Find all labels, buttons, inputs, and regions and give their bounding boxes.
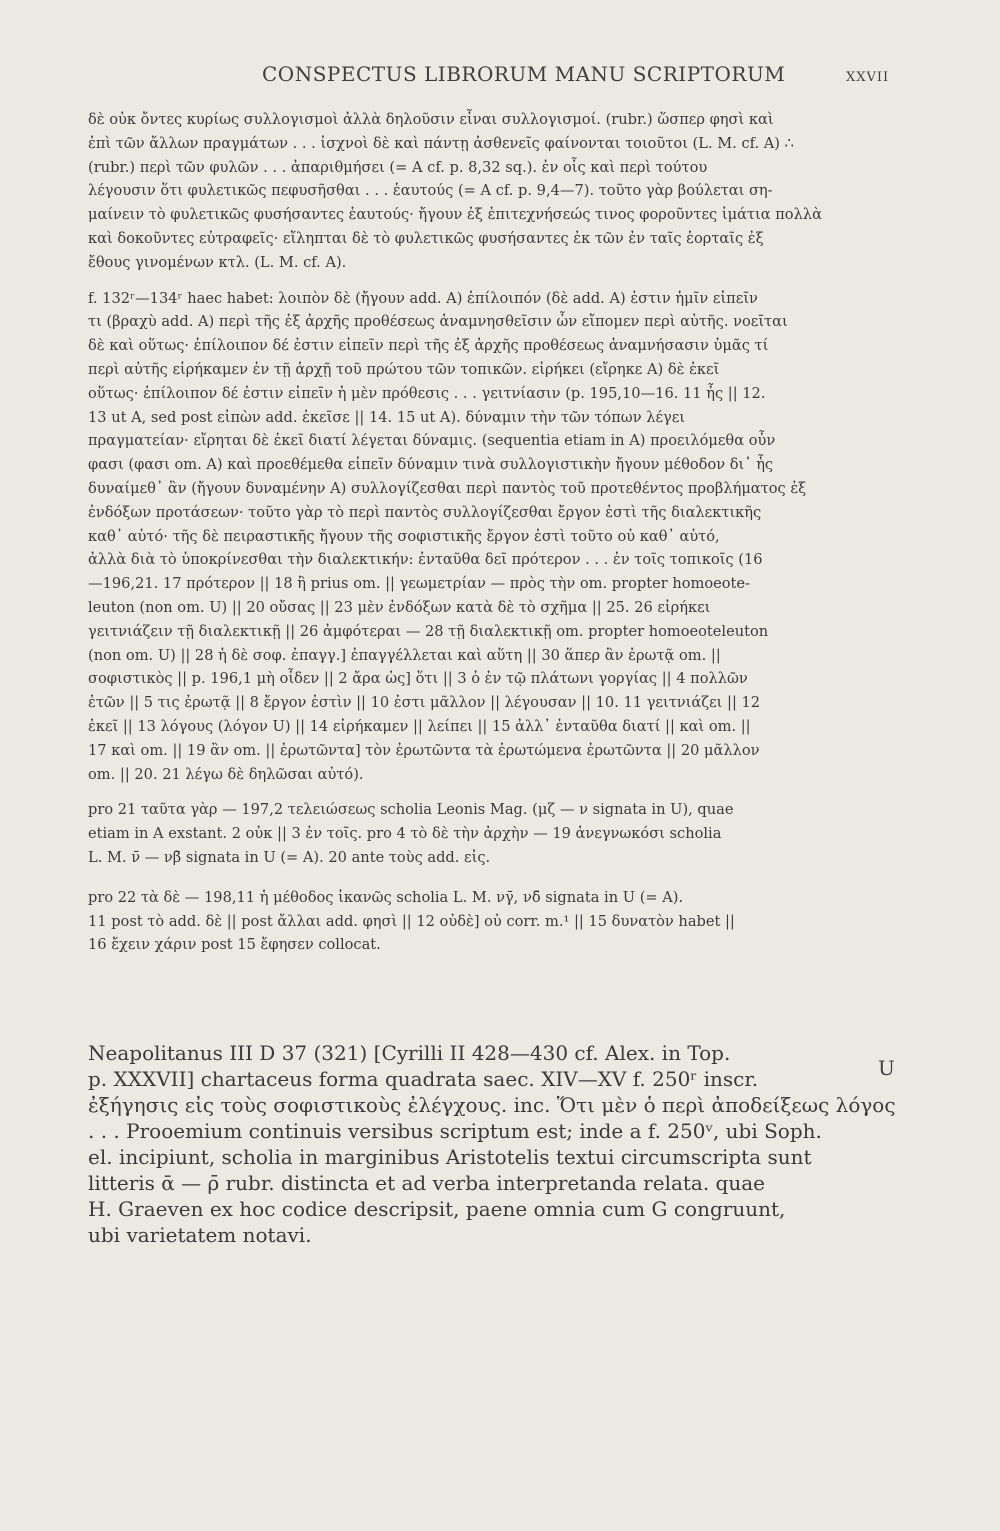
text-line: ἐτῶν || 5 τις ἐρωτᾷ || 8 ἔργον ἐστὶν || 10 ἐστι μᾶλλον || λέγουσαν || 10. 11 γειτνιάζει || 12 [88, 694, 761, 712]
text-line: ἐξήγησις εἰς τοὺς σοφιστικοὺς ἐλέγχους. inc. Ὅτι μὲν ὁ περὶ ἀποδείξεως λόγος [88, 1093, 896, 1117]
text-line: περὶ αὐτῆς εἰρήκαμεν ἐν τῇ ἀρχῇ τοῦ πρώτου τῶν τοπικῶν. εἰρήκει (εἴρηκε A) δὲ ἐκεῖ [88, 360, 720, 378]
text-line: L. M. ν̄ — νβ̄ signata in U (= A). 20 ante τοὺς add. εἰς. [88, 848, 491, 866]
text-line: γειτνιάζειν τῇ διαλεκτικῇ || 26 ἀμφότεραι — 28 τῇ διαλεκτικῇ om. propter homoeoteleuton [88, 622, 769, 640]
text-line: pro 21 ταῦτα γὰρ — 197,2 τελειώσεως scholia Leonis Mag. (μζ — ν signata in U), quae [88, 801, 734, 819]
text-line: τι (βραχὺ add. A) περὶ τῆς ἐξ ἀρχῆς προθέσεως ἀναμνησθεῖσιν ὧν εἴπομεν περὶ αὐτῆς. νοεῖται [88, 313, 788, 331]
text-line: οὕτως· ἐπίλοιπον δέ ἐστιν εἰπεῖν ἡ μὲν πρόθεσις . . . γειτνίασιν (p. 195,10—16. 11 ἧς || 12. [88, 384, 766, 402]
paragraph-2 [88, 287, 906, 787]
text-line: ἐνδόξων προτάσεων· τοῦτο γὰρ τὸ περὶ παντὸς συλλογίζεσθαι ἔργον ἐστὶ τῆς διαλεκτικῆς [88, 503, 762, 521]
manuscript-description [88, 1040, 908, 1248]
text-line: σοφιστικὸς || p. 196,1 μὴ οἶδεν || 2 ἄρα ὡς] ὅτι || 3 ὁ ἐν τῷ πλάτωνι γοργίας || 4 πολλῶν [88, 670, 748, 688]
text-line: ἐπὶ τῶν ἄλλων πραγμάτων . . . ἰσχνοὶ δὲ καὶ πάντῃ ἀσθενεῖς φαίνονται τοιοῦτοι (L. M. cf. A) ∴ [88, 134, 794, 152]
text-line: καθ᾽ αὑτό· τῆς δὲ πειραστικῆς ἤγουν τῆς σοφιστικῆς ἔργον ἐστὶ τοῦτο οὐ καθ᾽ αὑτό, [88, 527, 720, 545]
text-line: δυναίμεθ᾽ ἂν (ἤγουν δυναμένην A) συλλογίζεσθαι περὶ παντὸς τοῦ προτεθέντος προβλήματος ἐξ [88, 479, 807, 497]
apparatus-text [88, 108, 906, 957]
text-line: φασι (φασι om. A) καὶ προεθέμεθα εἰπεῖν δύναμιν τινὰ συλλογιστικὴν ἤγουν μέθοδον δι᾽ ἧς [88, 456, 774, 474]
text-line: δὲ οὐκ ὄντες κυρίως συλλογισμοὶ ἀλλὰ δηλοῦσιν εἶναι συλλογισμοί. (rubr.) ὥσπερ φησὶ καὶ [88, 111, 774, 128]
running-title: CONSPECTUS LIBRORUM MANU SCRIPTORUM [262, 62, 786, 86]
text-line: (rubr.) περὶ τῶν φυλῶν . . . ἀπαριθμήσει (= A cf. p. 8,32 sq.). ἐν οἷς καὶ περὶ τούτου [88, 158, 708, 176]
text-line: 13 ut A, sed post εἰπὼν add. ἐκεῖσε || 14. 15 ut A). δύναμιν τὴν τῶν τόπων λέγει [88, 408, 686, 426]
text-line: etiam in A exstant. 2 οὐκ || 3 ἐν τοῖς. pro 4 τὸ δὲ τὴν ἀρχὴν — 19 ἀνεγνωκόσι scholia [88, 825, 722, 843]
text-line: ἀλλὰ διὰ τὸ ὑποκρίνεσθαι τὴν διαλεκτικήν: ἐνταῦθα δεῖ πρότερον . . . ἐν τοῖς τοπικοῖς (16 [88, 551, 763, 569]
text-line: . . . Prooemium continuis versibus scriptum est; inde a f. 250ᵛ, ubi Soph. [88, 1119, 822, 1143]
text-line: pro 22 τὰ δὲ — 198,11 ἡ μέθοδος ἱκανῶς scholia L. M. νγ̄, νδ̄ signata in U (= A). [88, 888, 684, 906]
text-line: —196,21. 17 πρότερον || 18 ἢ prius om. || γεωμετρίαν — πρὸς τὴν om. propter homoeote- [88, 575, 750, 593]
page-number: XXVII [846, 70, 890, 85]
text-line: 11 post τὸ add. δὲ || post ἄλλαι add. φησὶ || 12 οὐδὲ] οὐ corr. m.¹ || 15 δυνατὸν habet || [88, 912, 735, 930]
paragraph-3 [88, 798, 906, 869]
text-line: καὶ δοκοῦντες εὐτραφεῖς· εἴληπται δὲ τὸ φυλετικῶς φυσήσαντες ἐκ τῶν ἐν ταῖς ἑορταῖς ἐξ [88, 229, 764, 247]
paragraph-1 [88, 108, 906, 275]
text-line: (non om. U) || 28 ἡ δὲ σοφ. ἐπαγγ.] ἐπαγγέλλεται καὶ αὕτη || 30 ἅπερ ἂν ἐρωτᾷ om. || [88, 646, 721, 664]
text-line: Neapolitanus III D 37 (321) [Cyrilli II 428—430 cf. Alex. in Top. [88, 1041, 731, 1065]
text-line: δὲ καὶ οὕτως· ἐπίλοιπον δέ ἐστιν εἰπεῖν περὶ τῆς ἐξ ἀρχῆς προθέσεως ἀναμνήσασιν ὑμᾶς τί [88, 337, 769, 355]
text-line: H. Graeven ex hoc codice descripsit, paene omnia cum G congruunt, [88, 1197, 786, 1221]
text-line: ubi varietatem notavi. [88, 1223, 312, 1247]
text-line: ἔθους γινομένων κτλ. (L. M. cf. A). [88, 253, 347, 271]
running-header [0, 62, 1000, 92]
text-line: 16 ἔχειν χάριν post 15 ἔφησεν collocat. [88, 936, 381, 954]
margin-siglum: U [878, 1056, 895, 1080]
paragraph-4 [88, 886, 906, 957]
text-line: ἐκεῖ || 13 λόγους (λόγον U) || 14 εἰρήκαμεν || λείπει || 15 ἀλλ᾽ ἐνταῦθα διατί || καὶ om. || [88, 717, 751, 735]
text-line: el. incipiunt, scholia in marginibus Aristotelis textui circumscripta sunt [88, 1145, 812, 1169]
text-line: μαίνειν τὸ φυλετικῶς φυσήσαντες ἑαυτούς· ἤγουν ἐξ ἐπιτεχνήσεώς τινος φοροῦντες ἱμάτια πολλὰ [88, 206, 822, 224]
text-line: om. || 20. 21 λέγω δὲ δηλῶσαι αὐτό). [88, 765, 364, 783]
text-line: p. XXXVII] chartaceus forma quadrata saec. XIV—XV f. 250ʳ inscr. [88, 1067, 759, 1091]
text-line: πραγματείαν· εἴρηται δὲ ἐκεῖ διατί λέγεται δύναμις. (sequentia etiam in A) προειλόμεθα οὖν [88, 432, 776, 450]
text-line: λέγουσιν ὅτι φυλετικῶς πεφυσῆσθαι . . . ἑαυτούς (= A cf. p. 9,4—7). τοῦτο γὰρ βούλεται ση- [88, 182, 773, 200]
text-line: f. 132ʳ—134ʳ haec habet: λοιπὸν δὲ (ἤγουν add. A) ἐπίλοιπόν (δὲ add. A) ἐστιν ἡμῖν εἰπεῖν [88, 289, 758, 307]
text-line: litteris ᾱ — ρ̄ rubr. distincta et ad verba interpretanda relata. quae [88, 1171, 766, 1195]
text-line: 17 καὶ om. || 19 ἂν om. || ἐρωτῶντα] τὸν ἐρωτῶντα τὰ ἐρωτώμενα ἐρωτῶντα || 20 μᾶλλον [88, 741, 760, 759]
text-line: leuton (non om. U) || 20 οὔσας || 23 μὲν ἐνδόξων κατὰ δὲ τὸ σχῆμα || 25. 26 εἰρήκει [88, 598, 711, 616]
